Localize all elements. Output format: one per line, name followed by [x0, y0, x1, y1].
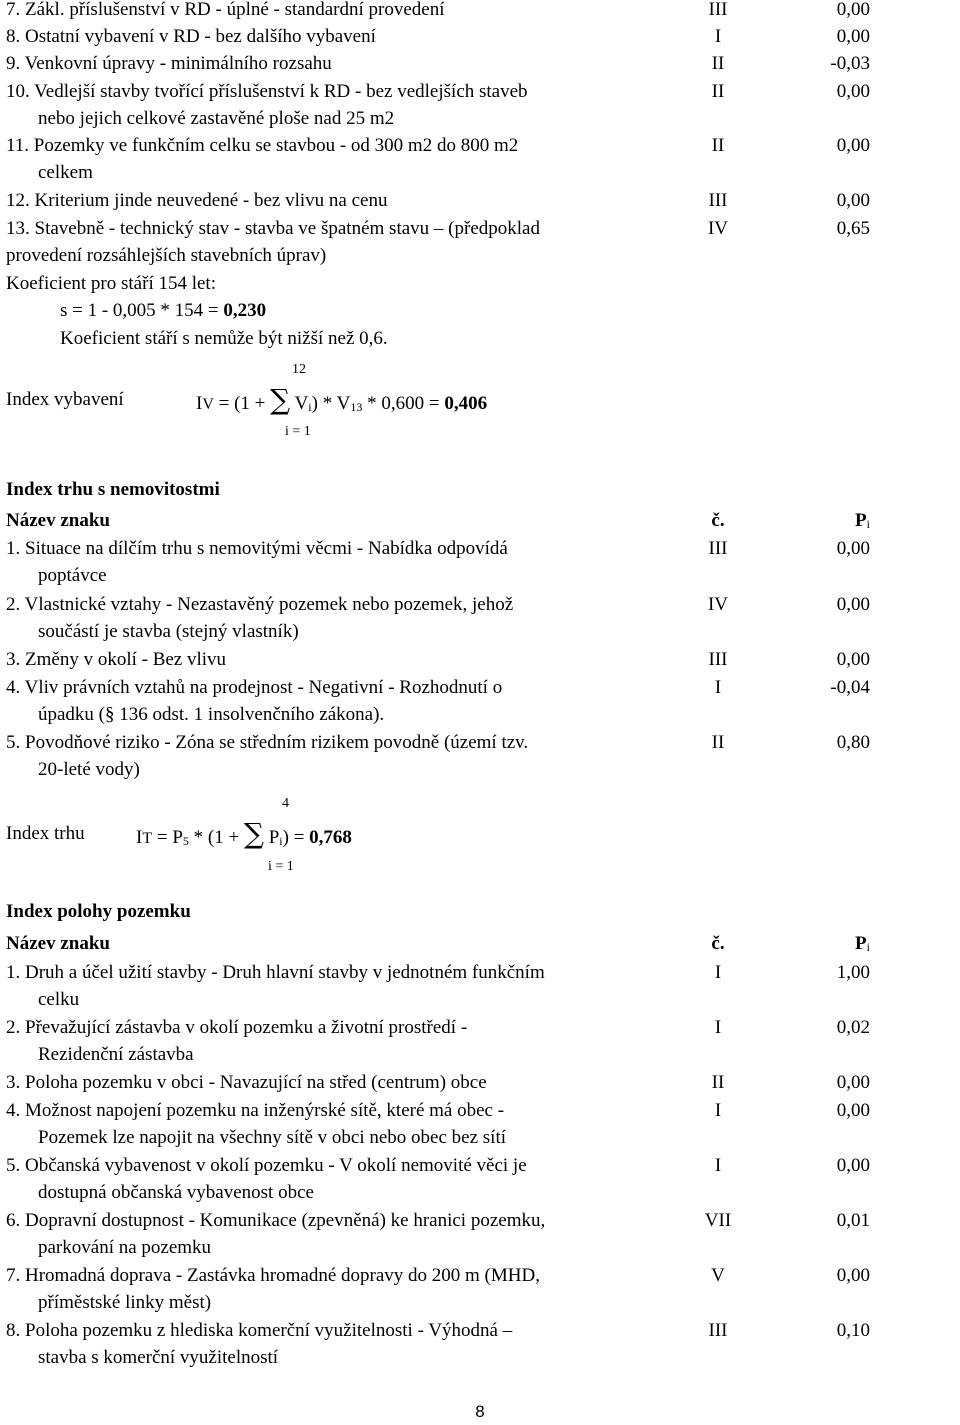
page-number: 8 — [475, 1402, 485, 1421]
item-label: 1. Situace na dílčím trhu s nemovitými věcmi - Nabídka odpovídá — [6, 538, 508, 559]
item-value: 0,00 — [836, 135, 870, 156]
item-class: I — [714, 677, 722, 698]
iv-sum-lower: i = 1 — [285, 424, 311, 439]
market-heading: Index trhu s nemovitostmi — [6, 479, 220, 500]
item-value: 0,65 — [836, 218, 870, 239]
item-label-cont: dostupná občanská vybavenost obce — [38, 1182, 314, 1203]
item-label-cont: Pozemek lze napojit na všechny sítě v obci nebo obec bez sítí — [38, 1127, 506, 1148]
col-p-sub: i — [866, 517, 870, 531]
item-label-cont: parkování na pozemku — [38, 1237, 212, 1258]
item-label: 4. Vliv právních vztahů na prodejnost - Negativní - Rozhodnutí o — [6, 677, 503, 698]
age-formula-text: s = 1 - 0,005 * 154 = — [60, 300, 224, 321]
it-part2: * (1 + — [188, 827, 244, 848]
item-label: 7. Zákl. příslušenství v RD - úplné - standardní provedení — [6, 0, 445, 20]
item-label-cont: 20-leté vody) — [38, 759, 140, 780]
item-class: I — [714, 962, 722, 983]
item-class: III — [708, 649, 728, 670]
item-class: II — [711, 81, 725, 102]
item-label: 8. Poloha pozemku z hlediska komerční využitelnosti - Výhodná – — [6, 1320, 513, 1341]
col-name: Název znaku — [6, 510, 110, 531]
sigma-symbol: ∑ — [243, 817, 264, 850]
iv-sum-upper: 12 — [292, 362, 306, 377]
it-I-sub: T — [142, 830, 153, 847]
item-value: 0,00 — [836, 1072, 870, 1093]
item-label: 1. Druh a účel užití stavby - Druh hlavní stavby v jednotném funkčním — [6, 962, 545, 983]
it-part3: ) = — [282, 827, 310, 848]
item-class: VII — [704, 1210, 732, 1231]
item-label: 9. Venkovní úpravy - minimálního rozsahu — [6, 53, 332, 74]
item-value: 0,80 — [836, 732, 870, 753]
iv-part3: * 0,600 = — [362, 393, 445, 414]
item-label: 4. Možnost napojení pozemku na inženýrské sítě, které má obec - — [6, 1100, 505, 1121]
it-formula — [136, 817, 352, 855]
item-value: 1,00 — [836, 962, 870, 983]
item-label: 3. Změny v okolí - Bez vlivu — [6, 649, 227, 670]
iv-part2-sub: 13 — [350, 400, 363, 414]
item-label-cont: stavba s komerční využitelností — [38, 1347, 279, 1368]
it-part1: = P — [152, 827, 183, 848]
col-p-sub: i — [866, 940, 870, 954]
item-value: 0,00 — [836, 649, 870, 670]
age-label: Koeficient pro stáří 154 let: — [6, 273, 216, 294]
item-class: I — [714, 26, 722, 47]
item-label: 10. Vedlejší stavby tvořící příslušenství k RD - bez vedlejších staveb — [6, 81, 528, 102]
iv-I-sub: V — [202, 396, 214, 413]
it-sum-upper: 4 — [282, 796, 289, 811]
item-class: II — [711, 135, 725, 156]
item-class: III — [708, 1320, 728, 1341]
item-label: 3. Poloha pozemku v obci - Navazující na střed (centrum) obce — [6, 1072, 487, 1093]
item-class: III — [708, 190, 728, 211]
item-class: II — [711, 732, 725, 753]
item-label: 11. Pozemky ve funkčním celku se stavbou - od 300 m2 do 800 m2 — [6, 135, 519, 156]
item-label-cont: příměstské linky měst) — [38, 1292, 212, 1313]
item-class: I — [714, 1017, 722, 1038]
item-class: II — [711, 53, 725, 74]
iv-formula — [196, 383, 488, 421]
item-value: 0,00 — [836, 81, 870, 102]
item-class: II — [711, 1072, 725, 1093]
item-text — [6, 0, 666, 23]
item-value: 0,00 — [836, 538, 870, 559]
item-class: I — [714, 1100, 722, 1121]
item-label: 5. Povodňové riziko - Zóna se středním rizikem povodně (území tzv. — [6, 732, 529, 753]
item-label: 6. Dopravní dostupnost - Komunikace (zpevněná) ke hranici pozemku, — [6, 1210, 546, 1231]
sigma-symbol: ∑ — [270, 383, 291, 416]
item-label: 2. Vlastnické vztahy - Nezastavěný pozemek nebo pozemek, jehož — [6, 594, 514, 615]
col-p-letter: P — [855, 933, 867, 954]
item-label: 8. Ostatní vybavení v RD - bez dalšího vybavení — [6, 26, 376, 47]
col-number: č. — [711, 933, 725, 954]
item-label: 12. Kriterium jinde neuvedené - bez vlivu na cenu — [6, 190, 388, 211]
iv-V-sub: i — [308, 400, 312, 414]
item-label: 13. Stavebně - technický stav - stavba ve špatném stavu – (předpoklad — [6, 218, 540, 239]
item-label: 7. Hromadná doprava - Zastávka hromadné dopravy do 200 m (MHD, — [6, 1265, 540, 1286]
item-label-cont: úpadku (§ 136 odst. 1 insolvenčního zákona). — [38, 704, 385, 725]
it-I: I — [136, 827, 143, 848]
col-number: č. — [711, 510, 725, 531]
item-label-cont: celku — [38, 989, 80, 1010]
col-p-letter: P — [855, 510, 867, 531]
item-value: 0,00 — [836, 1265, 870, 1286]
iv-V: V — [290, 393, 309, 414]
location-table-header — [6, 930, 956, 957]
age-formula — [60, 297, 266, 324]
iv-part2: ) * V — [311, 393, 351, 414]
item-class: IV — [707, 218, 729, 239]
item-value: 0,02 — [836, 1017, 870, 1038]
item-label-cont: Rezidenční zástavba — [38, 1044, 194, 1065]
col-p — [855, 930, 870, 961]
item-value: 0,00 — [836, 1155, 870, 1176]
item-value: 0,00 — [836, 594, 870, 615]
it-P-sub: i — [279, 834, 283, 848]
item-label-cont: součástí je stavba (stejný vlastník) — [38, 621, 299, 642]
it-P: P — [263, 827, 280, 848]
iv-result: 0,406 — [444, 393, 488, 414]
item-class: IV — [707, 594, 729, 615]
item-value: 0,00 — [836, 190, 870, 211]
item-class: III — [708, 0, 728, 20]
iv-part1: = (1 + — [213, 393, 271, 414]
item-value: -0,03 — [830, 53, 870, 74]
item-label-cont: nebo jejich celkové zastavěné ploše nad 25 m2 — [38, 108, 395, 129]
it-part1-sub: 5 — [182, 834, 189, 848]
item-label: 2. Převažující zástavba v okolí pozemku a životní prostředí - — [6, 1017, 468, 1038]
item-value: 0,01 — [836, 1210, 870, 1231]
item-class: V — [711, 1265, 725, 1286]
iv-label: Index vybavení — [6, 389, 124, 410]
item-value: 0,00 — [836, 0, 870, 20]
market-table-header — [6, 507, 956, 534]
it-label: Index trhu — [6, 823, 85, 844]
item-class: III — [708, 538, 728, 559]
it-sum-lower: i = 1 — [268, 859, 294, 874]
item-value: 0,00 — [836, 1100, 870, 1121]
item-label: 5. Občanská vybavenost v okolí pozemku - V okolí nemovité věci je — [6, 1155, 527, 1176]
item-value: -0,04 — [830, 677, 870, 698]
col-p — [855, 507, 870, 538]
item-value: 0,00 — [836, 26, 870, 47]
item-label-cont: poptávce — [38, 565, 107, 586]
age-result: 0,230 — [223, 300, 267, 321]
iv-I: I — [196, 393, 203, 414]
it-result: 0,768 — [309, 827, 352, 848]
location-heading: Index polohy pozemku — [6, 901, 191, 922]
col-name: Název znaku — [6, 933, 110, 954]
item-value: 0,10 — [836, 1320, 870, 1341]
item-label-cont: provedení rozsáhlejších stavebních úprav) — [6, 245, 327, 266]
item-class: I — [714, 1155, 722, 1176]
age-note: Koeficient stáří s nemůže být nižší než 0,6. — [60, 328, 388, 349]
item-label-cont: celkem — [38, 162, 93, 183]
